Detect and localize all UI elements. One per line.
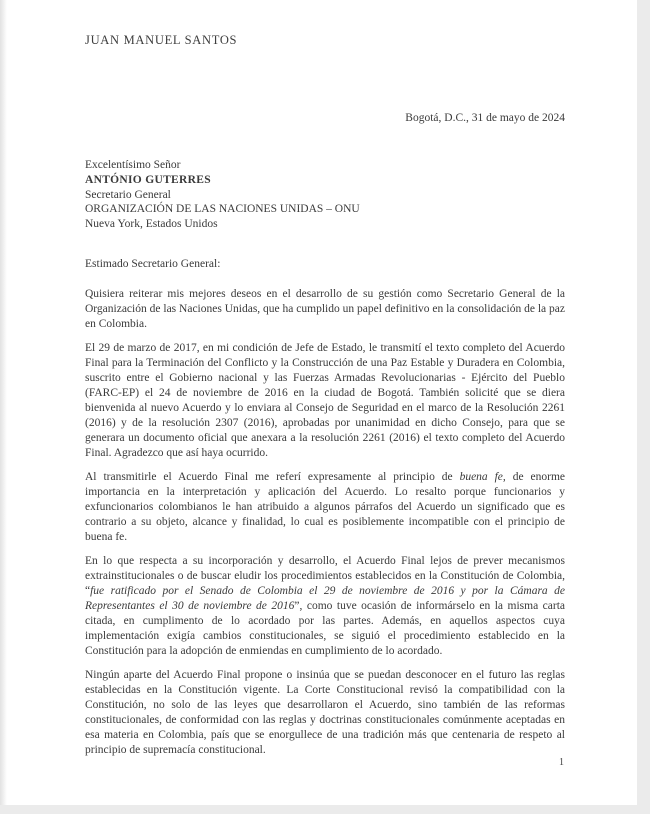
letter-content	[85, 0, 565, 767]
paragraph-3-text: Al transmitirle el Acuerdo Final me referí expresamente al principio de	[85, 470, 460, 483]
letter-body	[85, 287, 565, 758]
recipient-title: Secretario General	[85, 188, 171, 201]
paragraph-3	[85, 470, 565, 545]
paragraph-5: Ningún aparte del Acuerdo Final propone o insinúa que se puedan desconocer en el futuro las reglas establecidas en la Constitución vigente. La Corte Constitucional revisó la compatibilidad con la Constitución, no solo de las leyes que desarrollaron el Acuerdo, sino también de las reformas constitucionales, de conformidad con las reglas y doctrinas constitucionales comúnmente aceptadas en esa materia en Colombia, país que se enorgullece de una tradición más que centenaria de respeto al principio de supremacía constitucional.	[85, 668, 565, 756]
paragraph-2: El 29 de marzo de 2017, en mi condición de Jefe de Estado, le transmití el texto completo del Acuerdo Final para la Terminación del Conflicto y la Construcción de una Paz Estable y Duradera en Colombia, suscrito entre el Gobierno nacional y las Fuerzas Armadas Revolucionarias - Ejército del Pueblo (FARC-EP) el 24 de noviembre de 2016 en la ciudad de Bogotá. También solicité que se diera bienvenida al nuevo Acuerdo y lo enviara al Consejo de Seguridad en el marco de la Resolución 2261 (2016) y de la resolución 2307 (2016), aprobadas por unanimidad en dicho Consejo, para que se generara un documento oficial que anexara a la resolución 2261 (2016) el texto completo del Acuerdo Final. Agradezco que así haya ocurrido.	[85, 341, 565, 459]
dateline: Bogotá, D.C., 31 de mayo de 2024	[405, 112, 565, 124]
recipient-honorific: Excelentísimo Señor	[85, 159, 181, 171]
page-number: 1	[559, 757, 564, 768]
recipient-block	[85, 158, 565, 232]
paragraph-4-text: En lo que respecta a su incorporación y desarrollo, el Acuerdo Final lejos de prever mecanismos extrainstitucionales o de buscar eludir los procedimientos establecidos en la Constitución de Colombia, “	[85, 554, 565, 597]
recipient-name: ANTÓNIO GUTERRES	[85, 173, 211, 186]
paragraph-4-italic-quote: fue ratificado por el Senado de Colombia el 29 de noviembre de 2016 y por la Cámara de Representantes el 30 de noviembre de 2016	[85, 584, 565, 612]
paragraph-3-italic-phrase: buena fe,	[459, 470, 506, 483]
recipient-organization: ORGANIZACIÓN DE LAS NACIONES UNIDAS – ONU	[85, 203, 360, 216]
paragraph-4	[85, 554, 565, 659]
paragraph-4-text-cont: ”, como tuve ocasión de informárselo en la misma carta citada, en cumplimento de lo acordado por las partes. Además, en aquellos aspectos cuya implementación exigía cambios constitucionales, se siguió el procedimiento establecido en la Constitución para la adopción de enmiendas en cumplimiento de lo acordado.	[85, 599, 566, 657]
sender-name: JUAN MANUEL SANTOS	[85, 33, 238, 47]
paragraph-3-text-cont: de enorme importancia en la interpretación y aplicación del Acuerdo. Lo resalto porque funcionarios y exfuncionarios colombianos le han atribuido a algunos párrafos del Acuerdo un significado que es contrario a su objeto, alcance y finalidad, lo cual es posiblemente incompatible con el principio de buena fe.	[85, 470, 565, 543]
salutation: Estimado Secretario General:	[85, 257, 221, 270]
recipient-location: Nueva York, Estados Unidos	[85, 218, 218, 231]
paragraph-1: Quisiera reiterar mis mejores deseos en el desarrollo de su gestión como Secretario General de la Organización de las Naciones Unidas, que ha cumplido un papel definitivo en la consolidación de la paz en Colombia.	[85, 287, 565, 330]
